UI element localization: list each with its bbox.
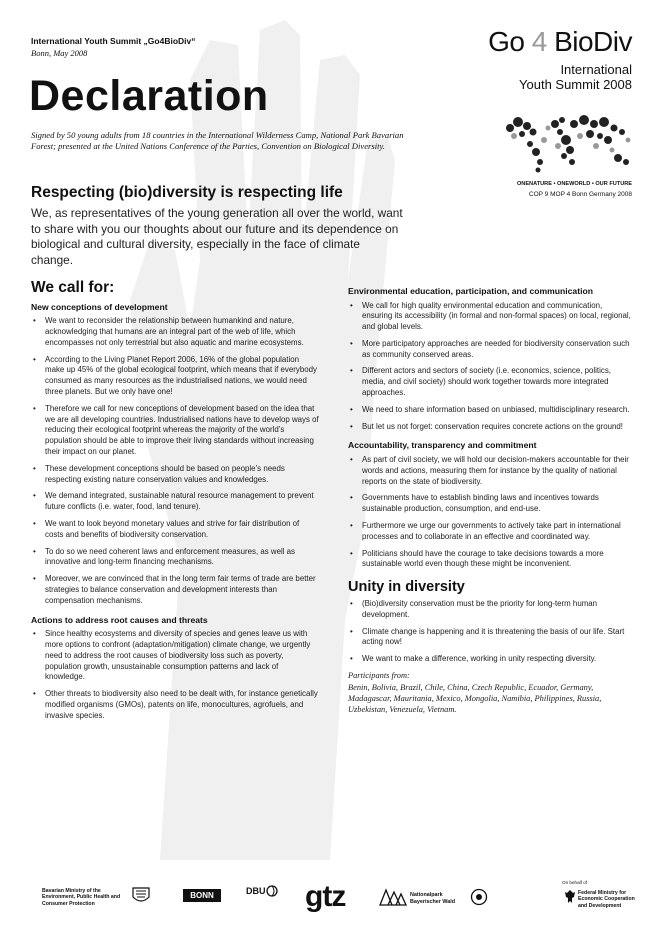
list-item: • More participatory approaches are needed for biodiversity conservation such as community conserved areas. bbox=[348, 339, 632, 361]
signed-note: Signed by 50 young adults from 18 countries in the International Wilderness Camp, National Park Bavarian Forest; presented at the United Nations Conference of the Parties, Convention on Biological Diversity. bbox=[31, 130, 404, 152]
section-title: Accountability, transparency and commitment bbox=[348, 440, 537, 451]
list-item: • To do so we need coherent laws and enforcement measures, as well as innovative and long-term financing mechanisms. bbox=[31, 547, 319, 569]
section-title: New conceptions of development bbox=[31, 301, 168, 312]
logo-subtitle bbox=[519, 62, 632, 92]
list-item: • Other threats to biodiversity also need to be dealt with, for instance genetically modified organisms (GMOs), patents on life, monocultures, agrofuels, and invasive species. bbox=[31, 689, 319, 721]
page-title: Declaration bbox=[29, 72, 269, 120]
date-place: Bonn, May 2008 bbox=[31, 48, 88, 58]
logo-go: Go bbox=[488, 26, 525, 57]
bmz-logo: Federal Ministry for Economic Cooperation and Development bbox=[578, 890, 635, 909]
list-item: • Moreover, we are convinced that in the long term fair terms of trade are better strategies to balance conservation and development interests than compensation mechanisms. bbox=[31, 574, 319, 606]
dbu-swirl-icon bbox=[265, 884, 279, 898]
list-item: • (Bio)diversity conservation must be the priority for long-term human development. bbox=[348, 599, 632, 621]
intro-text: We, as representatives of the young generation all over the world, want to share with you our thoughts about our future and its dependence on biological and cultural diversity, especially in the face of climate change. bbox=[31, 206, 403, 267]
list-item: • We want to look beyond monetary values and strive for fair distribution of costs and benefits of biodiversity conservation. bbox=[31, 519, 319, 541]
logo-four: 4 bbox=[531, 26, 547, 57]
bullet-list bbox=[348, 455, 632, 570]
bullet-list bbox=[348, 599, 632, 665]
list-item: • Climate change is happening and it is threatening the basis of our life. Start acting now! bbox=[348, 627, 632, 649]
nationalpark-trees-icon bbox=[378, 888, 408, 906]
bavarian-ministry-logo: Bavarian Ministry of the Environment, Public Health and Consumer Protection bbox=[42, 888, 121, 907]
bonn-logo: BONN bbox=[183, 889, 221, 902]
list-item: • Different actors and sectors of society (i.e. economics, science, politics, media, and civil society) should work together towards more integrated approaches. bbox=[348, 366, 632, 398]
cop-line: COP 9 MOP 4 Bonn Germany 2008 bbox=[528, 191, 632, 198]
unity-heading: Unity in diversity bbox=[348, 579, 465, 596]
participants-list: Benin, Bolivia, Brazil, Chile, China, Czech Republic, Ecuador, Germany, Madagascar, Mauritania, Mexico, Mongolia, Namibia, Philippines, Russia, Uzbekistan, Venezuela, Vietnam. bbox=[348, 682, 602, 714]
gtz-logo: gtz bbox=[305, 880, 346, 913]
bullet-list bbox=[31, 316, 319, 606]
section-title: Actions to address root causes and threats bbox=[31, 614, 208, 625]
section-root-causes bbox=[31, 615, 319, 722]
left-column bbox=[31, 279, 319, 730]
logo-sub-line1: International bbox=[560, 62, 632, 77]
bmz-on-behalf: On behalf of bbox=[562, 880, 588, 885]
list-item: • Since healthy ecosystems and diversity of species and genes leave us with more options to confront (adaptation/mitigation) climate change, we urgently need to address the root causes of biodiversity loss such as poverty, population growth, unsustainable consumption patterns and lack of knowledge. bbox=[31, 629, 319, 683]
nationalpark-logo: Nationalpark Bayerischer Wald bbox=[410, 892, 456, 905]
section-new-conceptions bbox=[31, 302, 319, 607]
list-item: • Governments have to establish binding laws and incentives towards sustainable production, consumption, and end-use. bbox=[348, 493, 632, 515]
dbu-logo: DBU bbox=[246, 886, 266, 896]
federal-eagle-icon bbox=[564, 889, 576, 905]
right-column bbox=[348, 286, 632, 715]
participants-label: Participants from: bbox=[348, 670, 410, 680]
circle-logo-icon bbox=[470, 888, 488, 906]
section-education bbox=[348, 286, 632, 432]
list-item: • As part of civil society, we will hold our decision-makers accountable for their words and actions, measuring them for instance by the quality of national reports on the state of biodiversity. bbox=[348, 455, 632, 487]
intro-heading: Respecting (bio)diversity is respecting life bbox=[31, 184, 343, 201]
tagline: ONENATURE • ONEWORLD • OUR FUTURE bbox=[516, 181, 632, 187]
logo-biodiv: BioDiv bbox=[554, 26, 632, 57]
bullet-list bbox=[31, 629, 319, 721]
list-item: • We demand integrated, sustainable natural resource management to prevent future conflicts (i.e. water, food, land tenure). bbox=[31, 491, 319, 513]
section-title: Environmental education, participation, and communication bbox=[348, 286, 593, 296]
go4biodiv-logo bbox=[488, 26, 632, 58]
list-item: • According to the Living Planet Report 2006, 16% of the global population make up 45% of the global ecological footprint, which means that if everybody consumed as many resources as the industrialised nations, we would need three planets. But we only have one! bbox=[31, 355, 319, 398]
list-item: • We want to reconsider the relationship between humankind and nature, acknowledging that humans are an integral part of the web of life, which encompasses not only terrestrial but also aquatic and marine ecosystems. bbox=[31, 316, 319, 348]
list-item: • We need to share information based on unbiased, multidisciplinary research. bbox=[348, 405, 632, 416]
list-item: • These development conceptions should be based on people’s needs respecting existing nature conservation values and knowledges. bbox=[31, 464, 319, 486]
list-item: • Therefore we call for new conceptions of development based on the idea that we are all developing countries. Industrialised nations have to develop ways of reducing their ecological footprint whereas the majority of the world’s population should be able to improve their living standards without increasing their impact on our planet. bbox=[31, 404, 319, 458]
world-dots-icon bbox=[500, 110, 634, 176]
call-heading: We call for: bbox=[31, 279, 115, 296]
summit-title: International Youth Summit „Go4BioDiv“ bbox=[31, 36, 196, 46]
bavarian-crest-icon bbox=[130, 885, 152, 905]
section-accountability bbox=[348, 440, 632, 570]
list-item: • But let us not forget: conservation requires concrete actions on the ground! bbox=[348, 422, 632, 433]
list-item: • Politicians should have the courage to take decisions towards a more sustainable world even though these might be inconvenient. bbox=[348, 549, 632, 571]
list-item: • We call for high quality environmental education and communication, ensuring its accessibility (in formal and non-formal spaces) on local, regional, and global levels. bbox=[348, 301, 632, 333]
list-item: • We want to make a difference, working in unity respecting diversity. bbox=[348, 654, 632, 665]
logo-sub-line2: Youth Summit 2008 bbox=[519, 77, 632, 92]
list-item: • Furthermore we urge our governments to actively take part in international processes and to collaborate in an effective and coordinated way. bbox=[348, 521, 632, 543]
bullet-list bbox=[348, 301, 632, 433]
